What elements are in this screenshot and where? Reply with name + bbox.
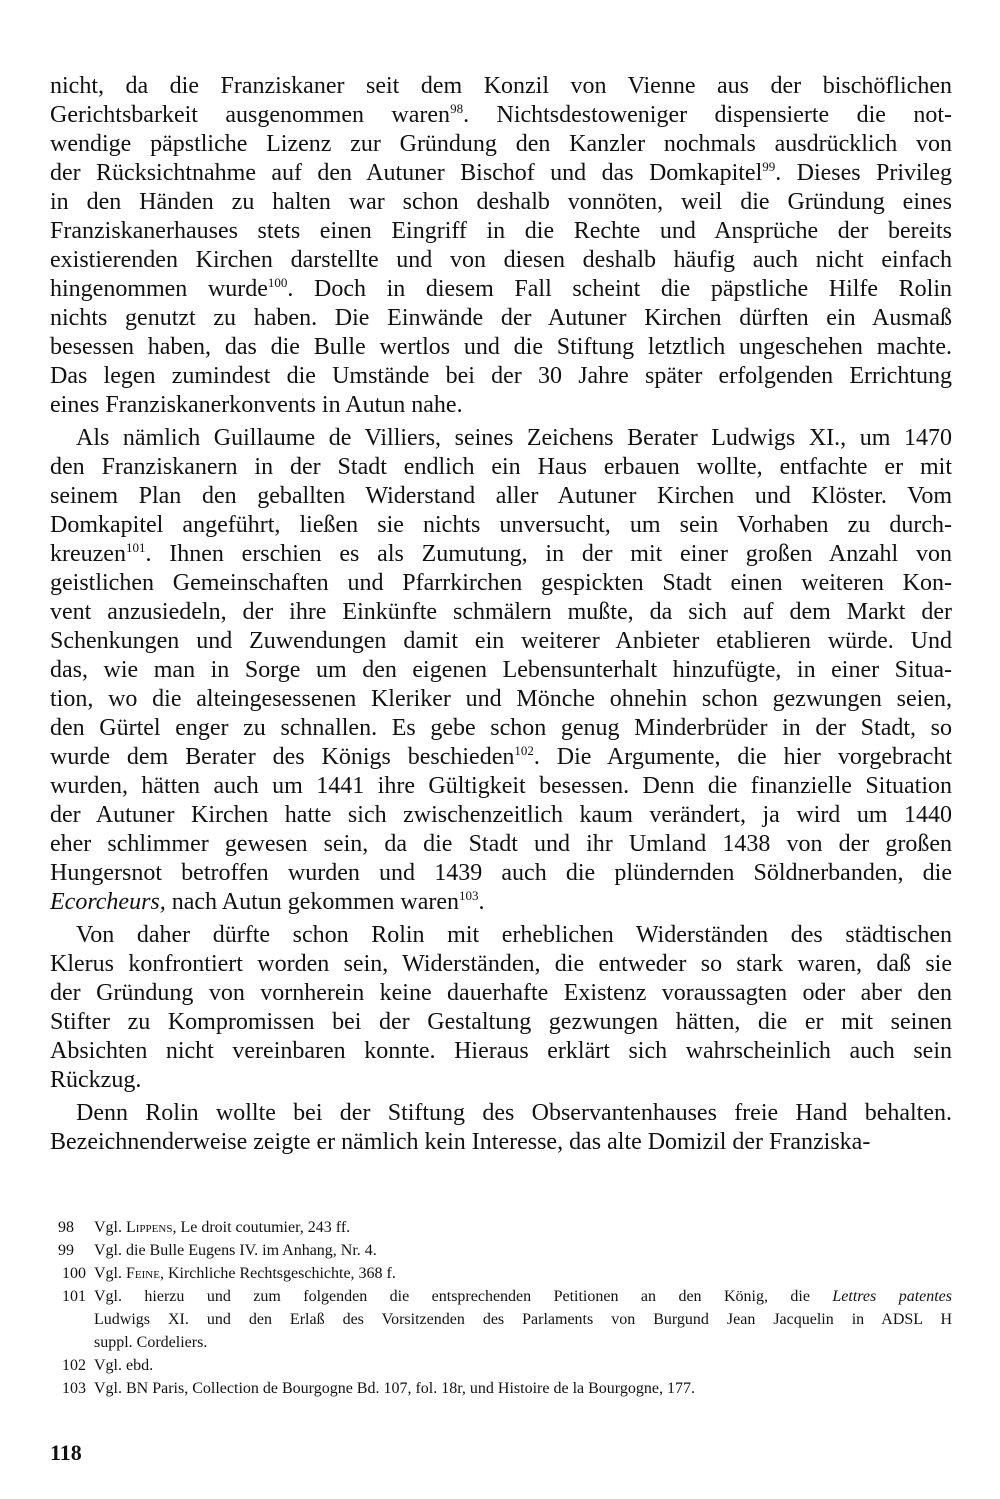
footnote-ref-99[interactable]: 99	[762, 159, 776, 174]
text-line: Absichten nicht vereinbaren konnte. Hieraus erklärt sich wahrscheinlich auch sein	[50, 1038, 952, 1064]
footnote-ref-100[interactable]: 100	[267, 275, 288, 290]
footnotes	[50, 1216, 952, 1400]
footnote-ref-98[interactable]: 98	[450, 101, 464, 116]
text-line: geistlichen Gemeinschaften und Pfarrkirchen gespickten Stadt einen weiteren Kon-	[50, 570, 952, 596]
text-line: kreuzen$^{101}$. Ihnen erschien es als Zumutung, in der mit einer großen Anzahl von	[50, 540, 952, 567]
author-lippens: Lippens	[126, 1219, 173, 1236]
term-ecorcheurs: Ecorcheurs,	[50, 889, 166, 915]
text-line: Stifter zu Kompromissen bei der Gestaltung gezwungen hätten, die er mit seinen	[50, 1009, 952, 1035]
text-line: Hungersnot betroffen wurden und 1439 auch die plündernden Söldnerbanden, die	[50, 860, 952, 886]
footnote-98: 98 Vgl. Lippens, Le droit coutumier, 243 ff.	[58, 1219, 351, 1236]
text-line: eher schlimmer gewesen sein, da die Stadt und ihr Umland 1438 von der großen	[50, 831, 952, 857]
text-line: Klerus konfrontiert worden sein, Widerständen, die entweder so stark waren, daß sie	[50, 951, 952, 977]
text-line: wurden, hätten auch um 1441 ihre Gültigkeit besessen. Denn die finanzielle Situation	[50, 773, 952, 799]
text-line: existierenden Kirchen darstellte und von diesen deshalb häufig auch nicht einfach	[50, 247, 952, 273]
paragraph-1	[50, 72, 952, 420]
paragraph-4	[50, 1099, 952, 1157]
text-line: Von daher dürfte schon Rolin mit erheblichen Widerständen des städtischen	[76, 922, 952, 948]
text-line: Gerichtsbarkeit ausgenommen waren$^{98}$. Nichtsdestoweniger dispensierte die not-	[50, 101, 953, 128]
footnote-ref-103[interactable]: 103	[459, 888, 479, 903]
paragraph-3	[50, 921, 952, 1095]
text-line: der Gründung von vornherein keine dauerhafte Existenz voraussagten oder aber den	[50, 980, 952, 1006]
text-line: Als nämlich Guillaume de Villiers, seines Zeichens Berater Ludwigs XI., um 1470	[76, 425, 952, 451]
footnote-100: 100 Vgl. Feine, Kirchliche Rechtsgeschichte, 368 f.	[62, 1265, 396, 1282]
text-line: tion, wo die alteingesessenen Kleriker und Mönche ohnehin schon gezwungen seien,	[50, 686, 952, 712]
page-number: 118	[50, 1440, 82, 1465]
text-line: vent anzusiedeln, der ihre Einkünfte schmälern mußte, da sich auf dem Markt der	[50, 599, 952, 625]
text-line: in den Händen zu halten war schon deshalb vonnöten, weil die Gründung eines	[50, 189, 952, 215]
footnote-ref-102[interactable]: 102	[514, 743, 534, 758]
text-line: Franziskanerhauses stets einen Eingriff in die Rechte und Ansprüche der bereits	[50, 218, 952, 244]
text-line: hingenommen wurde$^{100}$. Doch in diesem Fall scheint die päpstliche Hilfe Rolin	[50, 275, 952, 302]
footnote-103: 103 Vgl. BN Paris, Collection de Bourgogne Bd. 107, fol. 18r, und Histoire de la Bourgogne, 177.	[62, 1380, 695, 1397]
text-line: den Franziskanern in der Stadt endlich ein Haus erbauen wollte, entfachte er mit	[50, 454, 952, 480]
text-line: Domkapitel angeführt, ließen sie nichts unversucht, um sein Vorhaben zu durch-	[50, 512, 952, 538]
text-line: nichts genutzt zu haben. Die Einwände der Autuner Kirchen dürften ein Ausmaß	[50, 305, 952, 331]
text-line: Schenkungen und Zuwendungen damit ein weiterer Anbieter etablieren würde. Und	[50, 628, 952, 654]
main-text	[50, 72, 952, 1157]
text-line: wurde dem Berater des Königs beschieden$^{102}$. Die Argumente, die hier vorgebracht	[50, 743, 952, 770]
paragraph-2-last-line: Ecorcheurs, nach Autun gekommen waren$^{103}$.	[50, 888, 485, 915]
paragraph-2	[50, 424, 952, 888]
footnote-102: 102 Vgl. ebd.	[62, 1357, 154, 1374]
text-line: nicht, da die Franziskaner seit dem Konzil von Vienne aus der bischöflichen	[50, 73, 952, 99]
text-line: Rückzug.	[50, 1067, 142, 1093]
text-line: der Autuner Kirchen hatte sich zwischenzeitlich kaum verändert, ja wird um 1440	[50, 802, 952, 828]
title-lettres-patentes: Lettres patentes	[832, 1288, 953, 1305]
text-line: das, wie man in Sorge um den eigenen Lebensunterhalt hinzufügte, in einer Situa-	[50, 657, 952, 683]
footnote-101: 101 Vgl. hierzu und zum folgenden die entsprechenden Petitionen an den König, die Lettres patentes Ludwigs XI. und den Erlaß des Vorsitzenden des Parlaments von Burgund Jean Jacquelin in ADSL H suppl. Cordeliers.	[62, 1288, 953, 1351]
footnote-99: 99 Vgl. die Bulle Eugens IV. im Anhang, Nr. 4.	[58, 1242, 377, 1259]
text-line: besessen haben, das die Bulle wertlos und die Stiftung letztlich ungeschehen machte.	[50, 334, 952, 360]
text-line: seinem Plan den geballten Widerstand aller Autuner Kirchen und Klöster. Vom	[50, 483, 952, 509]
text-line: der Rücksichtnahme auf den Autuner Bischof und das Domkapitel$^{99}$. Dieses Privileg	[50, 159, 952, 186]
text-line: Bezeichnenderweise zeigte er nämlich kein Interesse, das alte Domizil der Franziska-	[50, 1129, 871, 1155]
author-feine: Feine	[126, 1265, 160, 1282]
footnote-ref-101[interactable]: 101	[125, 540, 146, 555]
text-line: eines Franziskanerkonvents in Autun nahe.	[50, 392, 463, 418]
text-line: Das legen zumindest die Umstände bei der 30 Jahre später erfolgenden Errichtung	[50, 363, 952, 389]
text-line: wendige päpstliche Lizenz zur Gründung den Kanzler nochmals ausdrücklich von	[50, 131, 952, 157]
text-line: den Gürtel enger zu schnallen. Es gebe schon genug Minderbrüder in der Stadt, so	[50, 715, 952, 741]
text-line: Denn Rolin wollte bei der Stiftung des Observantenhauses freie Hand behalten.	[76, 1100, 952, 1126]
